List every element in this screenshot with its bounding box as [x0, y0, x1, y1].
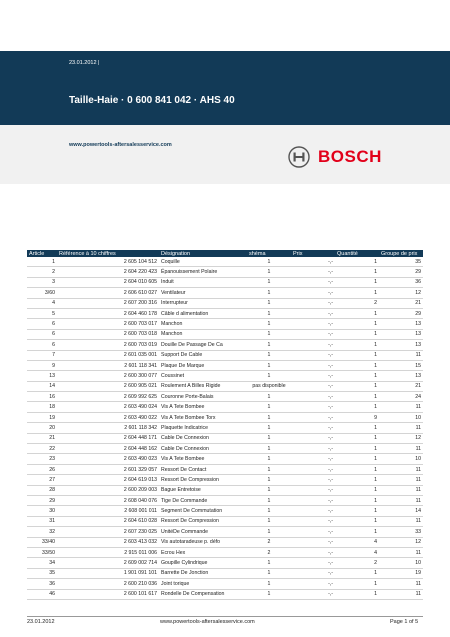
- cell-price: -,-: [291, 527, 335, 537]
- cell-price-group: 19: [379, 568, 423, 578]
- cell-price: -,-: [291, 579, 335, 589]
- cell-reference: 2 600 905 021: [57, 381, 159, 391]
- cell-price: -,-: [291, 568, 335, 578]
- cell-quantity: 1: [335, 568, 379, 578]
- table-row[interactable]: [27, 298, 423, 308]
- cell-schema: 1: [247, 360, 291, 370]
- cell-schema: 1: [247, 454, 291, 464]
- table-row[interactable]: [27, 402, 423, 412]
- cell-article: 5: [27, 308, 57, 318]
- cell-schema: 1: [247, 464, 291, 474]
- cell-designation: Coquille: [159, 257, 247, 267]
- table-row[interactable]: [27, 547, 423, 557]
- cell-article: 3: [27, 277, 57, 287]
- cell-price: -,-: [291, 464, 335, 474]
- cell-schema: 2: [247, 547, 291, 557]
- cell-article: 19: [27, 412, 57, 422]
- table-row[interactable]: [27, 516, 423, 526]
- header-date: 23.01.2012 |: [69, 60, 100, 66]
- cell-reference: 2 607 200 316: [57, 298, 159, 308]
- cell-quantity: 1: [335, 308, 379, 318]
- column-header: Quantité: [335, 250, 379, 257]
- table-row[interactable]: [27, 308, 423, 318]
- cell-schema: pas disponible: [247, 381, 291, 391]
- cell-schema: 1: [247, 568, 291, 578]
- cell-article: 33/40: [27, 537, 57, 547]
- cell-reference: 2 601 329 057: [57, 464, 159, 474]
- cell-schema: 1: [247, 298, 291, 308]
- table-header-row: [27, 250, 423, 257]
- cell-schema: 1: [247, 392, 291, 402]
- cell-reference: 2 600 101 617: [57, 589, 159, 599]
- cell-article: 28: [27, 485, 57, 495]
- cell-price-group: 11: [379, 485, 423, 495]
- cell-schema: 1: [247, 516, 291, 526]
- cell-schema: 1: [247, 402, 291, 412]
- table-row[interactable]: [27, 360, 423, 370]
- cell-price-group: 11: [379, 495, 423, 505]
- cell-price-group: 10: [379, 454, 423, 464]
- cell-quantity: 1: [335, 350, 379, 360]
- footer-divider: [27, 616, 423, 617]
- cell-reference: 2 606 610 027: [57, 288, 159, 298]
- cell-schema: 2: [247, 537, 291, 547]
- cell-reference: 2 607 230 025: [57, 527, 159, 537]
- cell-quantity: 1: [335, 329, 379, 339]
- cell-designation: Plaquette Indicatrice: [159, 423, 247, 433]
- cell-schema: 1: [247, 350, 291, 360]
- cell-price: -,-: [291, 412, 335, 422]
- footer-website-link[interactable]: www.powertools-aftersalesservice.com: [160, 619, 255, 625]
- cell-schema: 1: [247, 371, 291, 381]
- cell-quantity: 1: [335, 444, 379, 454]
- table-row[interactable]: [27, 558, 423, 568]
- table-row[interactable]: [27, 485, 423, 495]
- cell-reference: 2 604 448 171: [57, 433, 159, 443]
- table-row[interactable]: [27, 267, 423, 277]
- cell-reference: 2 604 619 013: [57, 475, 159, 485]
- cell-quantity: 2: [335, 558, 379, 568]
- cell-price-group: 11: [379, 444, 423, 454]
- cell-price-group: 13: [379, 319, 423, 329]
- cell-designation: Vis autotaradeuse p. défo: [159, 537, 247, 547]
- table-row[interactable]: [27, 329, 423, 339]
- table-row[interactable]: [27, 579, 423, 589]
- column-header: shéma: [247, 250, 291, 257]
- cell-quantity: 1: [335, 516, 379, 526]
- cell-designation: Douille De Passage De Ca: [159, 340, 247, 350]
- cell-quantity: 1: [335, 464, 379, 474]
- cell-schema: 1: [247, 308, 291, 318]
- header-website-link[interactable]: www.powertools-aftersalesservice.com: [69, 142, 172, 148]
- cell-designation: Segment De Commutation: [159, 506, 247, 516]
- cell-reference: 2 604 448 162: [57, 444, 159, 454]
- cell-quantity: 1: [335, 277, 379, 287]
- cell-reference: 2 915 011 006: [57, 547, 159, 557]
- cell-designation: Cable De Connexion: [159, 444, 247, 454]
- cell-price-group: 29: [379, 308, 423, 318]
- cell-price: -,-: [291, 444, 335, 454]
- cell-designation: Épanouissement Polaire: [159, 267, 247, 277]
- cell-reference: 2 609 002 714: [57, 558, 159, 568]
- cell-article: 16: [27, 392, 57, 402]
- table-row[interactable]: [27, 464, 423, 474]
- cell-designation: Câble d alimentation: [159, 308, 247, 318]
- cell-schema: 1: [247, 267, 291, 277]
- cell-schema: 1: [247, 579, 291, 589]
- table-row[interactable]: [27, 392, 423, 402]
- cell-price-group: 13: [379, 329, 423, 339]
- cell-price-group: 11: [379, 475, 423, 485]
- cell-reference: 2 603 413 032: [57, 537, 159, 547]
- cell-reference: 2 600 703 018: [57, 329, 159, 339]
- cell-designation: Ecrou Hex: [159, 547, 247, 557]
- cell-quantity: 1: [335, 392, 379, 402]
- cell-article: 6: [27, 340, 57, 350]
- cell-price-group: 35: [379, 257, 423, 267]
- cell-quantity: 1: [335, 475, 379, 485]
- cell-schema: 1: [247, 527, 291, 537]
- cell-reference: 2 600 703 017: [57, 319, 159, 329]
- cell-designation: Roulement A Billes Rigide: [159, 381, 247, 391]
- cell-schema: 1: [247, 288, 291, 298]
- cell-schema: 1: [247, 412, 291, 422]
- parts-table: [27, 250, 423, 600]
- cell-price-group: 36: [379, 277, 423, 287]
- cell-quantity: 9: [335, 412, 379, 422]
- cell-reference: 2 600 703 019: [57, 340, 159, 350]
- cell-article: 21: [27, 433, 57, 443]
- cell-article: 27: [27, 475, 57, 485]
- cell-quantity: 4: [335, 547, 379, 557]
- cell-article: 26: [27, 464, 57, 474]
- cell-reference: 2 605 104 512: [57, 257, 159, 267]
- cell-article: 2: [27, 267, 57, 277]
- cell-article: 14: [27, 381, 57, 391]
- cell-price: -,-: [291, 340, 335, 350]
- cell-price-group: 11: [379, 579, 423, 589]
- table-row[interactable]: [27, 444, 423, 454]
- cell-schema: 1: [247, 277, 291, 287]
- parts-table-container: [27, 250, 423, 600]
- cell-reference: 2 604 610 028: [57, 516, 159, 526]
- cell-reference: 2 608 001 011: [57, 506, 159, 516]
- column-header: Prix: [291, 250, 335, 257]
- cell-price: -,-: [291, 288, 335, 298]
- cell-designation: Bague Entretoise: [159, 485, 247, 495]
- cell-designation: Vis A Tete Bombee: [159, 454, 247, 464]
- cell-article: 35: [27, 568, 57, 578]
- table-row[interactable]: [27, 537, 423, 547]
- footer-page-number: Page 1 of 5: [390, 619, 419, 625]
- cell-price-group: 21: [379, 298, 423, 308]
- cell-reference: 2 601 035 001: [57, 350, 159, 360]
- cell-article: 9: [27, 360, 57, 370]
- cell-article: 22: [27, 444, 57, 454]
- cell-reference: 2 604 010 605: [57, 277, 159, 287]
- cell-price: -,-: [291, 495, 335, 505]
- cell-reference: 2 603 490 024: [57, 402, 159, 412]
- table-row[interactable]: [27, 257, 423, 267]
- column-header: Désignation: [159, 250, 247, 257]
- cell-price: -,-: [291, 298, 335, 308]
- cell-reference: 2 603 490 023: [57, 454, 159, 464]
- cell-price: -,-: [291, 329, 335, 339]
- cell-quantity: 1: [335, 506, 379, 516]
- cell-article: 34: [27, 558, 57, 568]
- cell-schema: 1: [247, 340, 291, 350]
- cell-price: -,-: [291, 267, 335, 277]
- cell-schema: 1: [247, 495, 291, 505]
- cell-designation: Barrette De Jonction: [159, 568, 247, 578]
- cell-price: -,-: [291, 558, 335, 568]
- cell-quantity: 1: [335, 319, 379, 329]
- cell-price: -,-: [291, 392, 335, 402]
- table-row[interactable]: [27, 589, 423, 599]
- cell-article: 30: [27, 506, 57, 516]
- cell-price-group: 12: [379, 537, 423, 547]
- cell-designation: Goupille Cylindrique: [159, 558, 247, 568]
- header-title-band: [0, 51, 450, 125]
- cell-designation: Joint torique: [159, 579, 247, 589]
- cell-reference: 1 901 091 101: [57, 568, 159, 578]
- cell-quantity: 1: [335, 371, 379, 381]
- column-header: Groupe de prix: [379, 250, 423, 257]
- cell-price-group: 14: [379, 506, 423, 516]
- cell-price-group: 15: [379, 360, 423, 370]
- cell-price: -,-: [291, 589, 335, 599]
- cell-schema: 1: [247, 444, 291, 454]
- cell-price-group: 11: [379, 547, 423, 557]
- cell-schema: 1: [247, 506, 291, 516]
- cell-schema: 1: [247, 485, 291, 495]
- table-row[interactable]: [27, 475, 423, 485]
- table-row[interactable]: [27, 350, 423, 360]
- table-body: [27, 257, 423, 599]
- cell-price-group: 12: [379, 288, 423, 298]
- cell-price-group: 11: [379, 423, 423, 433]
- table-row[interactable]: [27, 423, 423, 433]
- cell-quantity: 1: [335, 579, 379, 589]
- cell-article: 31: [27, 516, 57, 526]
- cell-price-group: 11: [379, 464, 423, 474]
- cell-price: -,-: [291, 547, 335, 557]
- cell-price-group: 21: [379, 381, 423, 391]
- table-row[interactable]: [27, 277, 423, 287]
- cell-reference: 2 601 118 341: [57, 360, 159, 370]
- cell-article: 36: [27, 579, 57, 589]
- cell-price: -,-: [291, 371, 335, 381]
- cell-price: -,-: [291, 423, 335, 433]
- cell-price: -,-: [291, 308, 335, 318]
- cell-article: 29: [27, 495, 57, 505]
- cell-schema: 1: [247, 329, 291, 339]
- cell-price: -,-: [291, 277, 335, 287]
- table-row[interactable]: [27, 381, 423, 391]
- cell-reference: 2 608 040 076: [57, 495, 159, 505]
- cell-article: 33/50: [27, 547, 57, 557]
- cell-price: -,-: [291, 485, 335, 495]
- cell-article: 32: [27, 527, 57, 537]
- table-row[interactable]: [27, 412, 423, 422]
- cell-price: -,-: [291, 350, 335, 360]
- cell-price-group: 10: [379, 412, 423, 422]
- table-row[interactable]: [27, 506, 423, 516]
- cell-article: 46: [27, 589, 57, 599]
- table-row[interactable]: [27, 568, 423, 578]
- cell-price: -,-: [291, 319, 335, 329]
- cell-price: -,-: [291, 402, 335, 412]
- column-header: Référence à 10 chiffres: [57, 250, 159, 257]
- cell-quantity: 1: [335, 527, 379, 537]
- cell-schema: 1: [247, 423, 291, 433]
- cell-price-group: 12: [379, 433, 423, 443]
- cell-price-group: 24: [379, 392, 423, 402]
- cell-schema: 1: [247, 475, 291, 485]
- cell-article: 23: [27, 454, 57, 464]
- cell-quantity: 1: [335, 340, 379, 350]
- cell-price: -,-: [291, 360, 335, 370]
- cell-article: 3/60: [27, 288, 57, 298]
- cell-schema: 1: [247, 433, 291, 443]
- cell-designation: Coussinet: [159, 371, 247, 381]
- cell-reference: 2 603 490 022: [57, 412, 159, 422]
- cell-article: 6: [27, 319, 57, 329]
- page-title: Taille-Haie · 0 600 841 042 · AHS 40: [69, 95, 235, 106]
- cell-quantity: 1: [335, 267, 379, 277]
- cell-price-group: 10: [379, 558, 423, 568]
- cell-reference: 2 604 460 178: [57, 308, 159, 318]
- cell-designation: Plaque De Marque: [159, 360, 247, 370]
- cell-quantity: 1: [335, 495, 379, 505]
- table-row[interactable]: [27, 319, 423, 329]
- cell-designation: Rondelle De Compensation: [159, 589, 247, 599]
- cell-quantity: 1: [335, 381, 379, 391]
- cell-schema: 1: [247, 257, 291, 267]
- bosch-logo-text: BOSCH: [318, 147, 382, 166]
- cell-schema: 1: [247, 558, 291, 568]
- cell-price: -,-: [291, 454, 335, 464]
- cell-price-group: 29: [379, 267, 423, 277]
- cell-designation: Vis A Tete Bombee: [159, 402, 247, 412]
- table-row[interactable]: [27, 495, 423, 505]
- table-row[interactable]: [27, 340, 423, 350]
- cell-article: 1: [27, 257, 57, 267]
- cell-quantity: 1: [335, 257, 379, 267]
- cell-article: 6: [27, 329, 57, 339]
- cell-price-group: 11: [379, 402, 423, 412]
- table-row[interactable]: [27, 288, 423, 298]
- cell-designation: Tige De Commande: [159, 495, 247, 505]
- cell-designation: Manchon: [159, 329, 247, 339]
- cell-price: -,-: [291, 381, 335, 391]
- cell-price-group: 33: [379, 527, 423, 537]
- table-row[interactable]: [27, 527, 423, 537]
- cell-price-group: 11: [379, 350, 423, 360]
- cell-quantity: 1: [335, 485, 379, 495]
- cell-designation: Support De Cable: [159, 350, 247, 360]
- cell-quantity: 1: [335, 589, 379, 599]
- cell-price-group: 13: [379, 340, 423, 350]
- cell-price: -,-: [291, 516, 335, 526]
- cell-designation: Ressort De Contact: [159, 464, 247, 474]
- cell-quantity: 1: [335, 423, 379, 433]
- cell-designation: Ventilateur: [159, 288, 247, 298]
- cell-designation: Manchon: [159, 319, 247, 329]
- cell-designation: Interrupteur: [159, 298, 247, 308]
- cell-schema: 1: [247, 319, 291, 329]
- cell-price: -,-: [291, 506, 335, 516]
- cell-designation: Couronne Porte-Balais: [159, 392, 247, 402]
- bosch-armature-icon: [288, 146, 310, 168]
- cell-price: -,-: [291, 475, 335, 485]
- cell-article: 4: [27, 298, 57, 308]
- cell-price: -,-: [291, 433, 335, 443]
- cell-price-group: 11: [379, 589, 423, 599]
- cell-designation: Ressort De Compression: [159, 475, 247, 485]
- cell-quantity: 1: [335, 433, 379, 443]
- cell-price-group: 11: [379, 516, 423, 526]
- cell-article: 20: [27, 423, 57, 433]
- cell-price: -,-: [291, 257, 335, 267]
- cell-quantity: 2: [335, 298, 379, 308]
- cell-reference: 2 600 209 003: [57, 485, 159, 495]
- cell-quantity: 1: [335, 288, 379, 298]
- cell-designation: Ressort De Compression: [159, 516, 247, 526]
- cell-price-group: 13: [379, 371, 423, 381]
- table-row[interactable]: [27, 433, 423, 443]
- cell-reference: 2 600 300 077: [57, 371, 159, 381]
- cell-designation: Induit: [159, 277, 247, 287]
- cell-quantity: 4: [335, 537, 379, 547]
- cell-designation: Vis A Tete Bombee Torx: [159, 412, 247, 422]
- cell-reference: 2 604 220 423: [57, 267, 159, 277]
- cell-schema: 1: [247, 589, 291, 599]
- footer-date: 23.01.2012: [27, 619, 55, 625]
- table-row[interactable]: [27, 454, 423, 464]
- table-row[interactable]: [27, 371, 423, 381]
- cell-article: 18: [27, 402, 57, 412]
- cell-article: 13: [27, 371, 57, 381]
- column-header: Article: [27, 250, 57, 257]
- cell-designation: Cable De Connexion: [159, 433, 247, 443]
- cell-reference: 2 601 118 342: [57, 423, 159, 433]
- cell-quantity: 1: [335, 402, 379, 412]
- cell-article: 7: [27, 350, 57, 360]
- cell-designation: UnitéDe Commande: [159, 527, 247, 537]
- cell-quantity: 1: [335, 360, 379, 370]
- cell-reference: 2 609 992 625: [57, 392, 159, 402]
- cell-quantity: 1: [335, 454, 379, 464]
- cell-price: -,-: [291, 537, 335, 547]
- cell-reference: 2 600 210 036: [57, 579, 159, 589]
